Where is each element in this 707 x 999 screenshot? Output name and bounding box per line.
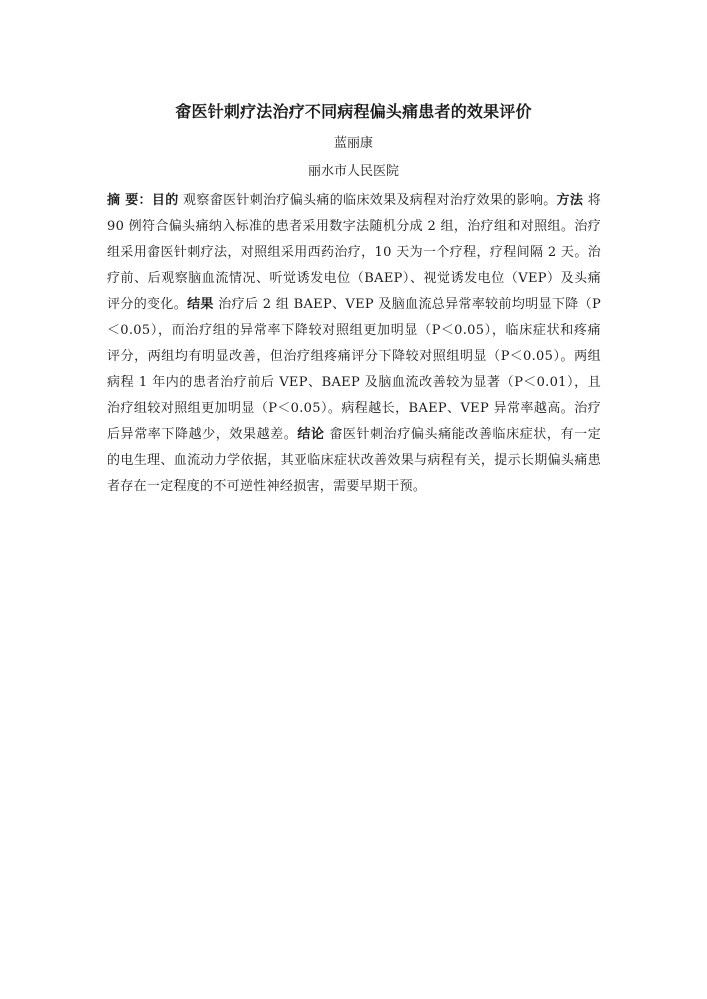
- results-label: 结果: [187, 297, 214, 312]
- paper-title: 畲医针刺疗法治疗不同病程偏头痛患者的效果评价: [175, 102, 532, 121]
- objective-label: 目的: [151, 193, 179, 208]
- methods-text: 将 90 例符合偏头痛纳入标准的患者采用数字法随机分成 2 组，治疗组和对照组。治疗组采用畲医针刺疗法，对照组采用西药治疗，10 天为一个疗程，疗程间隔 2 天。治疗前、后观察脑血流情况、听觉诱发电位（BAEP）、视觉诱发电位（VEP）及头痛评分的变化。: [107, 193, 602, 312]
- conclusion-label: 结论: [297, 427, 325, 442]
- results-text: 治疗后 2 组 BAEP、VEP 及脑血流总异常率较前均明显下降（P＜0.05），而治疗组的异常率下降较对照组更加明显（P＜0.05），临床症状和疼痛评分，两组均有明显改善，但治疗组疼痛评分下降较对照组明显（P＜0.05）。两组病程 1 年内的患者治疗前后 VEP、BAEP 及脑血流改善较为显著（P＜0.01），且治疗组较对照组更加明显（P＜0.05）。病程越长，BAEP、VEP 异常率越高。治疗后异常率下降越少，效果越差。: [107, 297, 601, 442]
- methods-label: 方法: [556, 193, 584, 208]
- author-affiliation: 丽水市人民医院: [307, 164, 399, 179]
- abstract-paragraph: [107, 188, 601, 500]
- abstract-label: 摘 要：: [107, 193, 152, 208]
- conclusion-text: 畲医针刺治疗偏头痛能改善临床症状，有一定的电生理、血流动力学依据，其亚临床症状改善效果与病程有关，提示长期偏头痛患者存在一定程度的不可逆性神经损害，需要早期干预。: [107, 427, 601, 494]
- author-name: 蓝丽康: [333, 136, 373, 151]
- objective-text: 观察畲医针刺治疗偏头痛的临床效果及病程对治疗效果的影响。: [178, 193, 557, 208]
